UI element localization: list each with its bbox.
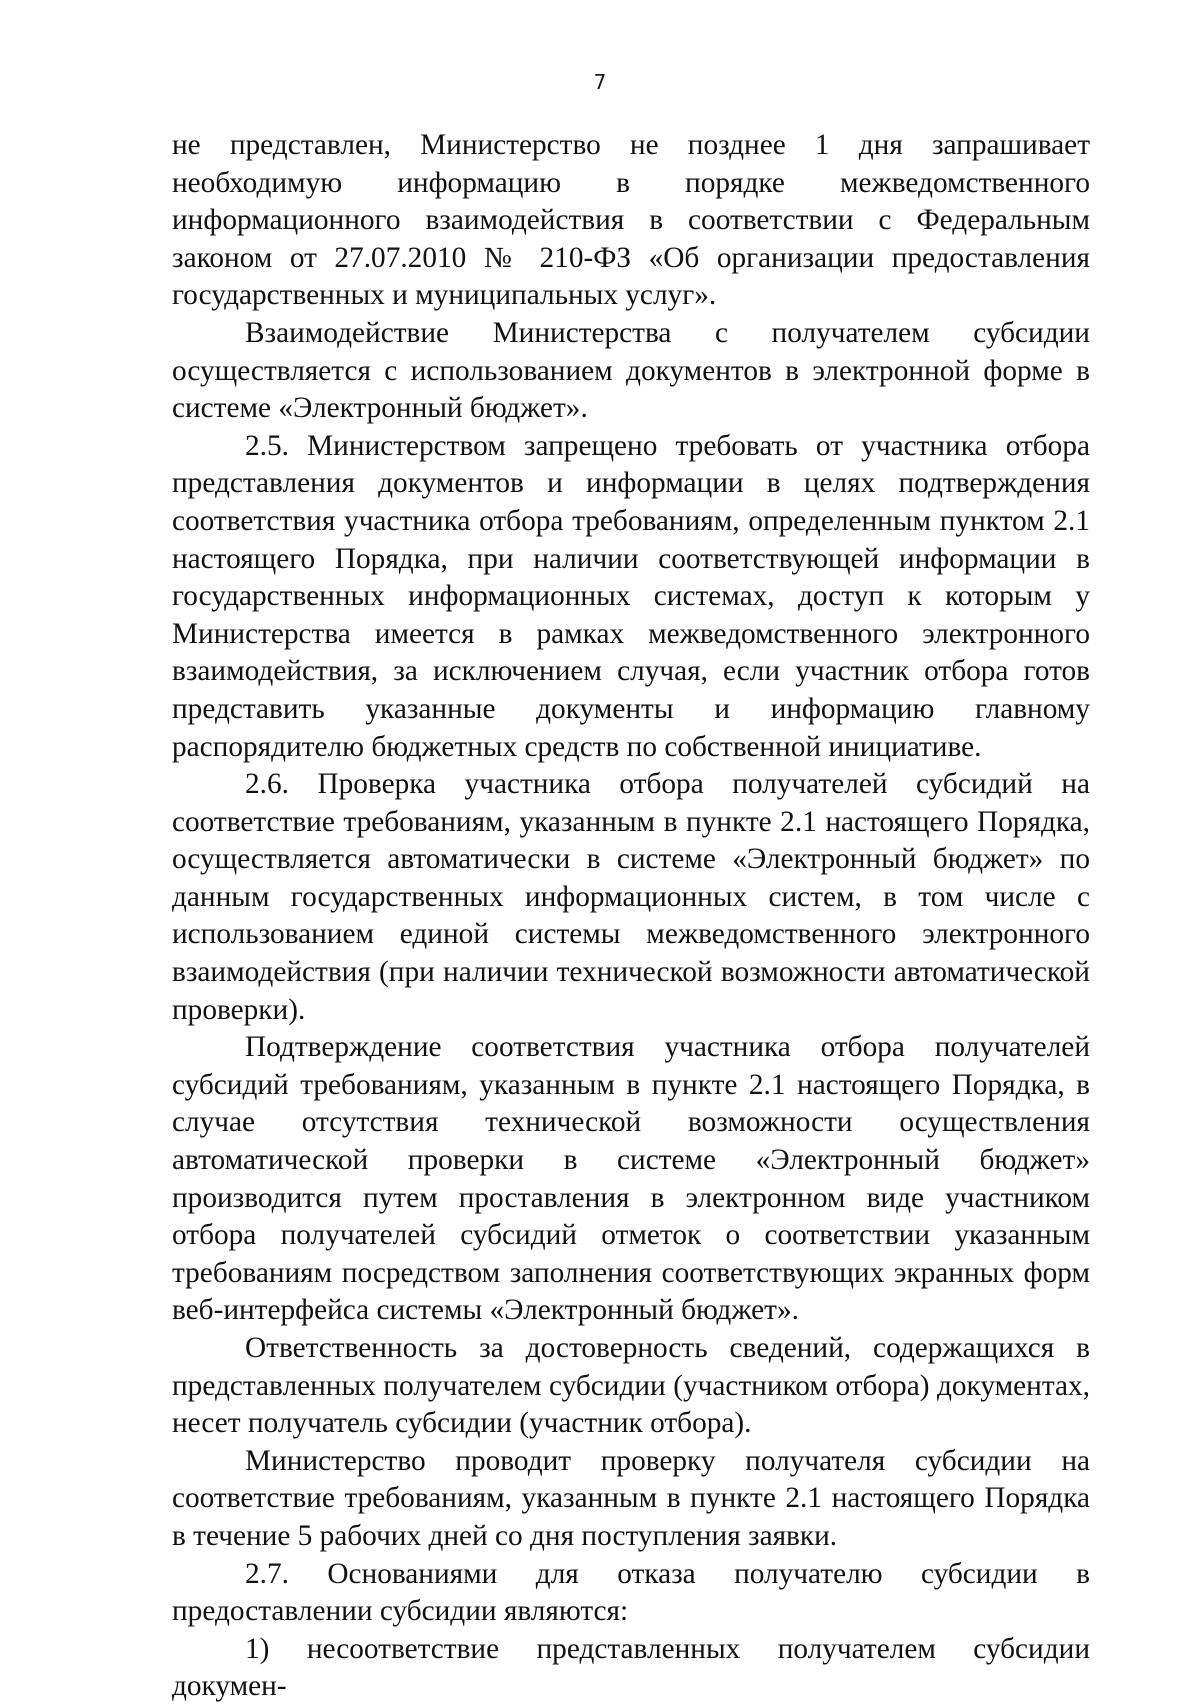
- paragraph-interaction: Взаимодействие Министерства с получателем субсидии осуществляется с использованием документов в электронной форме в системе «Электронный бюджет».: [172, 316, 1090, 425]
- paragraph-2-6: 2.6. Проверка участника отбора получателей субсидий на соответствие требованиям, указанным в пункте 2.1 настоящего Порядка, осуществляется автоматически в системе «Электронный бюджет» по данным государственных информационных систем, в том числе с использованием единой системы межведомственного электронного взаимодействия (при наличии технической возможности автоматической проверки).: [172, 768, 1090, 1026]
- paragraph-2-5: 2.5. Министерством запрещено требовать от участника отбора представления документов и информации в целях подтверждения соответствия участника отбора требованиям, определенным пунктом 2.1 настоящего Порядка, при наличии соответствующей информации в государственных информационных системах, доступ к которым у Министерства имеется в рамках межведомственного электронного взаимодействия, за исключением случая, если участник отбора готов представить указанные документы и информацию главному распорядителю бюджетных средств по собственной инициативе.: [172, 429, 1090, 763]
- paragraph-continuation: не представлен, Министерство не позднее 1 дня запрашивает необходимую информацию в порядке межведомственного информационного взаимодействия в соответствии с Федеральным законом от 27.07.2010 № 210-ФЗ «Об организации предоставления государственных и муниципальных услуг».: [172, 129, 1090, 312]
- paragraph-confirmation: Подтверждение соответствия участника отбора получателей субсидий требованиям, указанным в пункте 2.1 настоящего Порядка, в случае отсутствия технической возможности осуществления автоматической проверки в системе «Электронный бюджет» производится путем проставления в электронном виде участником отбора получателей субсидий отметок о соответствии указанным требованиям посредством заполнения соответствующих экранных форм веб-интерфейса системы «Электронный бюджет».: [172, 1031, 1090, 1327]
- paragraph-verification: Министерство проводит проверку получателя субсидии на соответствие требованиям, указанным в пункте 2.1 настоящего Порядка в течение 5 рабочих дней со дня поступления заявки.: [172, 1444, 1090, 1552]
- document-body: [172, 127, 1090, 1706]
- paragraph-2-7: 2.7. Основаниями для отказа получателю субсидии в предоставлении субсидии являются:: [172, 1557, 1090, 1628]
- paragraph-responsibility: Ответственность за достоверность сведений, содержащихся в представленных получателем субсидии (участником отбора) документах, несет получатель субсидии (участник отбора).: [172, 1332, 1090, 1440]
- paragraph-item-1: 1) несоответствие представленных получателем субсидии докумен-: [172, 1632, 1090, 1703]
- page-number: 7: [593, 70, 607, 94]
